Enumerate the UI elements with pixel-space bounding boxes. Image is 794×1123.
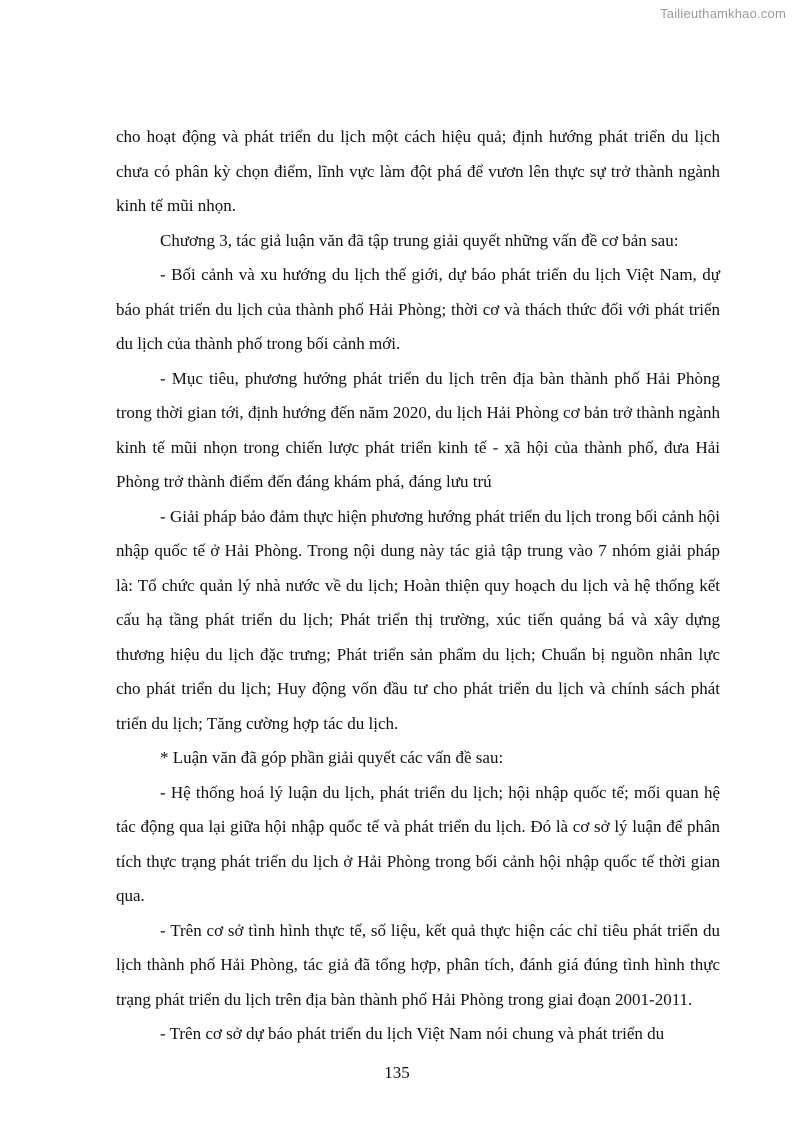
paragraph: - Mục tiêu, phương hướng phát triển du lịch trên địa bàn thành phố Hải Phòng trong thời gian tới, định hướng đến năm 2020, du lịch Hải Phòng cơ bản trở thành ngành kinh tế mũi nhọn trong chiến lược phát triển kinh tế - xã hội của thành phố, đưa Hải Phòng trở thành điểm đến đáng khám phá, đáng lưu trú	[116, 368, 720, 491]
document-body	[116, 120, 720, 1052]
paragraph: * Luận văn đã góp phần giải quyết các vấn đề sau:	[160, 748, 504, 767]
paragraph: - Giải pháp bảo đảm thực hiện phương hướng phát triển du lịch trong bối cảnh hội nhập quốc tế ở Hải Phòng. Trong nội dung này tác giả tập trung vào 7 nhóm giải pháp là: Tổ chức quản lý nhà nước về du lịch; Hoàn thiện quy hoạch du lịch và hệ thống kết cấu hạ tầng phát triển du lịch; Phát triển thị trường, xúc tiến quảng bá và xây dựng thương hiệu du lịch đặc trưng; Phát triển sản phẩm du lịch; Chuẩn bị nguồn nhân lực cho phát triển du lịch; Huy động vốn đầu tư cho phát triển du lịch và chính sách phát triển du lịch; Tăng cường hợp tác du lịch.	[116, 506, 720, 733]
paragraph: Chương 3, tác giả luận văn đã tập trung giải quyết những vấn đề cơ bản sau:	[160, 230, 679, 250]
paragraph: - Hệ thống hoá lý luận du lịch, phát triển du lịch; hội nhập quốc tế; mối quan hệ tác động qua lại giữa hội nhập quốc tế và phát triển du lịch. Đó là cơ sở lý luận để phân tích thực trạng phát triển du lịch ở Hải Phòng trong bối cảnh hội nhập quốc tế thời gian qua.	[116, 782, 720, 905]
paragraph: - Trên cơ sở dự báo phát triển du lịch Việt Nam nói chung và phát triển du	[160, 1024, 665, 1043]
paragraph: - Trên cơ sở tình hình thực tế, số liệu, kết quả thực hiện các chỉ tiêu phát triển du lịch thành phố Hải Phòng, tác giả đã tổng hợp, phân tích, đánh giá đúng tình hình thực trạng phát triển du lịch trên địa bàn thành phố Hải Phòng trong giai đoạn 2001-2011.	[116, 920, 720, 1009]
page-number: 135	[384, 1063, 410, 1082]
paragraph: - Bối cảnh và xu hướng du lịch thế giới, dự báo phát triển du lịch Việt Nam, dự báo phát triển du lịch của thành phố Hải Phòng; thời cơ và thách thức đối với phát triển du lịch của thành phố trong bối cảnh mới.	[116, 265, 720, 353]
watermark: Tailieuthamkhao.com	[660, 6, 786, 21]
paragraph: cho hoạt động và phát triển du lịch một cách hiệu quả; định hướng phát triển du lịch chưa có phân kỳ chọn điểm, lĩnh vực làm đột phá để vươn lên thực sự trở thành ngành kinh tế mũi nhọn.	[116, 127, 720, 215]
